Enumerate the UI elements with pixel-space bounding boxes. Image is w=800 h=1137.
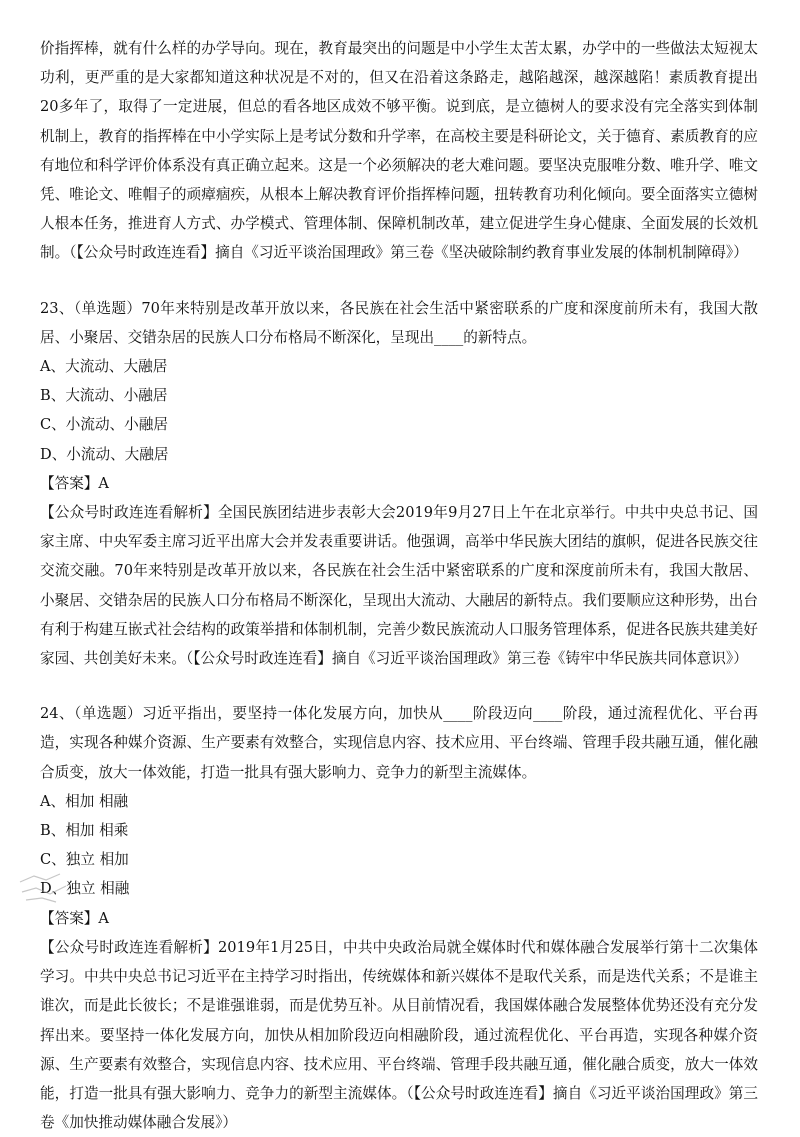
analysis-paragraph: 【公众号时政连连看解析】2019年1月25日，中共中央政治局就全媒体时代和媒体融合发展举行第十二次集体学习。中共中央总书记习近平在主持学习时指出，传统媒体和新兴媒体不是取代关系，而是迭代关系；不是谁主谁次，而是此长彼长；不是谁强谁弱，而是优势互补。从目前情况看，我国媒体融合发展整体优势还没有充分发挥出来。要坚持一体化发展方向，加快从相加阶段迈向相融阶段，通过流程优化、平台再造，实现各种媒介资源、生产要素有效整合，实现信息内容、技术应用、平台终端、管理手段共融互通，催化融合质变，放大一体效能，打造一批具有强大影响力、竞争力的新型主流媒体。（【公众号时政连连看】摘自《习近平谈治国理政》第三卷《加快推动媒体融合发展》） [40, 938, 758, 1132]
intro-paragraph: 价指挥棒，就有什么样的办学导向。现在，教育最突出的问题是中小学生太苦太累，办学中的一些做法太短视太功利，更严重的是大家都知道这种状况是不对的，但又在沿着这条路走，越陷越深，越深越陷！素质教育提出20多年了，取得了一定进展，但总的看各地区成效不够平衡。说到底，是立德树人的要求没有完全落实到体制机制上，教育的指挥棒在中小学实际上是考试分数和升学率，在高校主要是科研论文，关于德育、素质教育的应有地位和科学评价体系没有真正确立起来。这是一个必须解决的老大难问题。要坚决克服唯分数、唯升学、唯文凭、唯论文、唯帽子的顽瘴痼疾，从根本上解决教育评价指挥棒问题，扭转教育功利化倾向。要全面落实立德树人根本任务，推进育人方式、办学模式、管理体制、保障机制改革，建立促进学生身心健康、全面发展的长效机制。（【公众号时政连连看】摘自《习近平谈治国理政》第三卷《坚决破除制约教育事业发展的体制机制障碍》） [40, 40, 758, 262]
faint-stamp-mark [16, 868, 74, 908]
option-d: D、小流动、大融居 [40, 445, 169, 463]
answer-line: 【答案】A [40, 909, 109, 927]
analysis-paragraph: 【公众号时政连连看解析】全国民族团结进步表彰大会2019年9月27日上午在北京举行。中共中央总书记、国家主席、中央军委主席习近平出席大会并发表重要讲话。他强调，高举中华民族大团结的旗帜，促进各民族交往交流交融。70年来特别是改革开放以来，各民族在社会生活中紧密联系的广度和深度前所未有，我国大散居、小聚居、交错杂居的民族人口分布格局不断深化，呈现出大流动、大融居的新特点。我们要顺应这种形势，出台有利于构建互嵌式社会结构的政策举措和体制机制，完善少数民族流动人口服务管理体系，促进各民族共建美好家园、共创美好未来。（【公众号时政连连看】摘自《习近平谈治国理政》第三卷《铸牢中华民族共同体意识》） [40, 504, 758, 668]
option-a: A、大流动、大融居 [40, 358, 168, 376]
option-a: A、相加 相融 [40, 792, 129, 810]
option-c: C、小流动、小融居 [40, 416, 168, 434]
question-stem: 23、（单选题）70年来特别是改革开放以来，各民族在社会生活中紧密联系的广度和深度前所未有，我国大散居、小聚居、交错杂居的民族人口分布格局不断深化，呈现出____的新特点。 [40, 299, 758, 346]
question-23 [40, 294, 758, 674]
option-c: C、独立 相加 [40, 851, 129, 869]
question-stem: 24、（单选题）习近平指出，要坚持一体化发展方向，加快从____阶段迈向____阶段，通过流程优化、平台再造，实现各种媒介资源、生产要素有效整合，实现信息内容、技术应用、平台终端、管理手段共融互通，催化融合质变，放大一体效能，打造一批具有强大影响力、竞争力的新型主流媒体。 [40, 705, 758, 781]
section-spacer [40, 268, 758, 294]
answer-line: 【答案】A [40, 474, 109, 492]
option-b: B、相加 相乘 [40, 822, 129, 840]
section-spacer [40, 673, 758, 699]
option-d: D、独立 相融 [40, 880, 130, 898]
question-24 [40, 699, 758, 1137]
option-b: B、大流动、小融居 [40, 387, 168, 405]
